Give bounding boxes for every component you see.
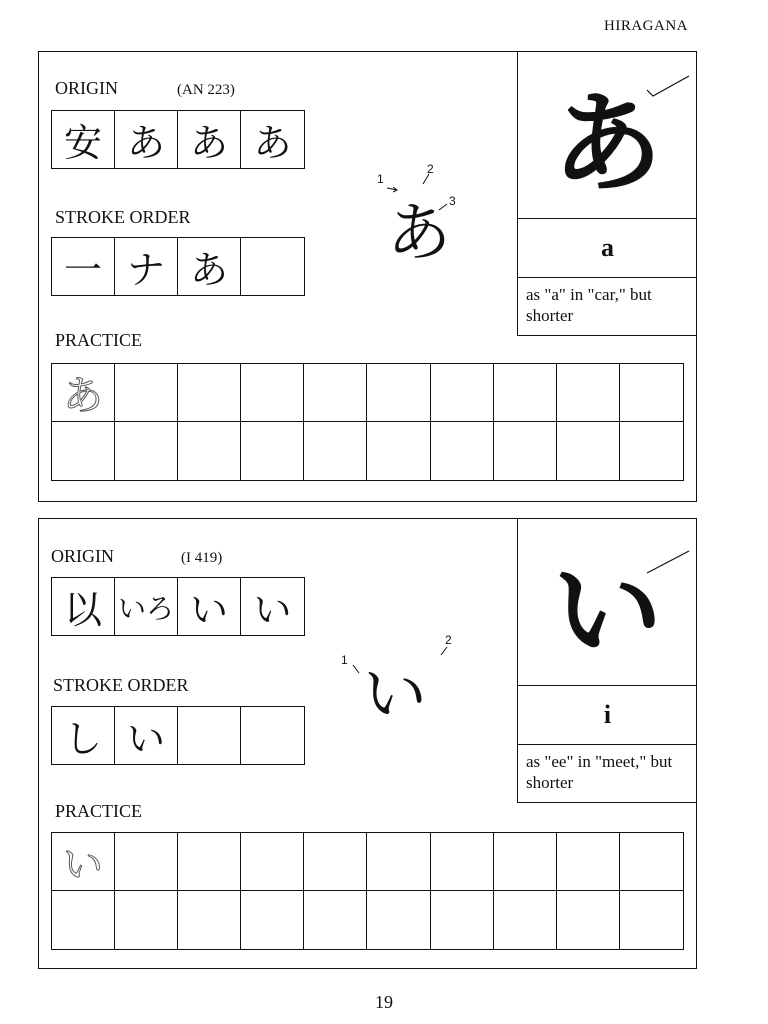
page-header: HIRAGANA [604, 18, 688, 34]
practice-cell[interactable] [557, 833, 620, 891]
origin-reference: (AN 223) [177, 82, 235, 98]
practice-cell[interactable] [115, 364, 178, 422]
practice-cell[interactable] [178, 891, 241, 949]
practice-cell[interactable] [431, 833, 494, 891]
stroke-cell [241, 238, 304, 295]
practice-cell[interactable] [620, 833, 683, 891]
practice-cell[interactable] [431, 422, 494, 480]
practice-label: PRACTICE [55, 330, 143, 350]
origin-cell: いろ [115, 578, 178, 635]
stroke-order-label: STROKE ORDER [53, 675, 189, 695]
practice-grid[interactable] [51, 832, 684, 950]
page-number: 19 [375, 992, 393, 1012]
check-mark-icon [645, 549, 691, 577]
practice-cell[interactable] [494, 422, 557, 480]
origin-label: ORIGIN [51, 546, 114, 566]
practice-cell[interactable] [304, 891, 367, 949]
stroke-cell: ナ [115, 238, 178, 295]
practice-cell[interactable] [620, 891, 683, 949]
large-character [518, 519, 697, 686]
practice-cell[interactable] [367, 891, 430, 949]
practice-cell[interactable] [304, 364, 367, 422]
origin-row [51, 577, 305, 636]
practice-cell[interactable] [115, 891, 178, 949]
diagram-character: あ [387, 197, 451, 271]
character-info [517, 519, 697, 803]
large-character [518, 52, 697, 219]
stroke-cell: 一 [52, 238, 115, 295]
practice-cell[interactable] [304, 422, 367, 480]
romaji: i [518, 686, 697, 745]
origin-cell: 以 [52, 578, 115, 635]
origin-cell: あ [253, 121, 292, 165]
stroke-cell: い [115, 707, 178, 764]
stroke-order-label: STROKE ORDER [55, 207, 191, 227]
practice-cell[interactable] [178, 364, 241, 422]
practice-cell[interactable] [431, 891, 494, 949]
origin-label: ORIGIN [55, 78, 118, 98]
practice-cell[interactable] [115, 833, 178, 891]
practice-cell[interactable] [367, 422, 430, 480]
kana-card-i [38, 518, 697, 969]
practice-label: PRACTICE [55, 801, 143, 821]
practice-grid[interactable] [51, 363, 684, 481]
practice-cell[interactable] [557, 422, 620, 480]
trace-character: あ [63, 373, 104, 419]
practice-cell[interactable] [367, 833, 430, 891]
practice-cell[interactable] [52, 891, 115, 949]
stroke-cell [178, 707, 241, 764]
stroke-arrows-icon [339, 631, 479, 741]
practice-cell[interactable] [241, 364, 304, 422]
practice-cell[interactable] [494, 833, 557, 891]
diagram-character: い [363, 658, 427, 732]
practice-cell[interactable] [431, 364, 494, 422]
practice-cell[interactable] [557, 891, 620, 949]
practice-cell[interactable] [494, 891, 557, 949]
large-character-glyph: い [552, 547, 663, 675]
practice-cell[interactable] [620, 422, 683, 480]
origin-cell: あ [115, 111, 178, 168]
stroke-cell [241, 707, 304, 764]
stroke-number: 2 [445, 633, 452, 647]
pronunciation: as "a" in "car," but shorter [526, 285, 652, 325]
large-character-glyph: あ [552, 80, 663, 208]
practice-cell[interactable] [494, 364, 557, 422]
stroke-diagram [339, 631, 479, 741]
practice-cell[interactable] [52, 422, 115, 480]
origin-cell: 安 [52, 111, 115, 168]
check-mark-icon [645, 74, 691, 102]
origin-row [51, 110, 305, 169]
stroke-number: 2 [427, 162, 434, 176]
practice-cell[interactable] [52, 364, 115, 422]
practice-cell[interactable] [241, 833, 304, 891]
stroke-number: 3 [449, 194, 456, 208]
practice-cell[interactable] [304, 833, 367, 891]
practice-cell[interactable] [241, 891, 304, 949]
origin-cell: い [178, 578, 241, 635]
stroke-order-row [51, 706, 305, 765]
stroke-number: 1 [377, 172, 384, 186]
stroke-cell: し [52, 707, 115, 764]
character-info [517, 52, 697, 336]
practice-cell[interactable] [115, 422, 178, 480]
trace-character: い [63, 842, 104, 888]
practice-cell[interactable] [367, 364, 430, 422]
practice-cell[interactable] [178, 422, 241, 480]
practice-cell[interactable] [620, 364, 683, 422]
kana-card-a [38, 51, 697, 502]
stroke-number: 1 [341, 653, 348, 667]
stroke-order-row [51, 237, 305, 296]
stroke-diagram [373, 160, 493, 270]
pronunciation: as "ee" in "meet," but shorter [526, 752, 673, 792]
origin-cell: あ [178, 111, 241, 168]
practice-cell[interactable] [557, 364, 620, 422]
origin-cell: い [253, 588, 292, 632]
practice-cell[interactable] [52, 833, 115, 891]
stroke-arrows-icon [373, 160, 493, 270]
practice-cell[interactable] [178, 833, 241, 891]
stroke-cell: あ [178, 238, 241, 295]
romaji: a [518, 219, 697, 278]
origin-reference: (I 419) [181, 550, 223, 566]
practice-cell[interactable] [241, 422, 304, 480]
